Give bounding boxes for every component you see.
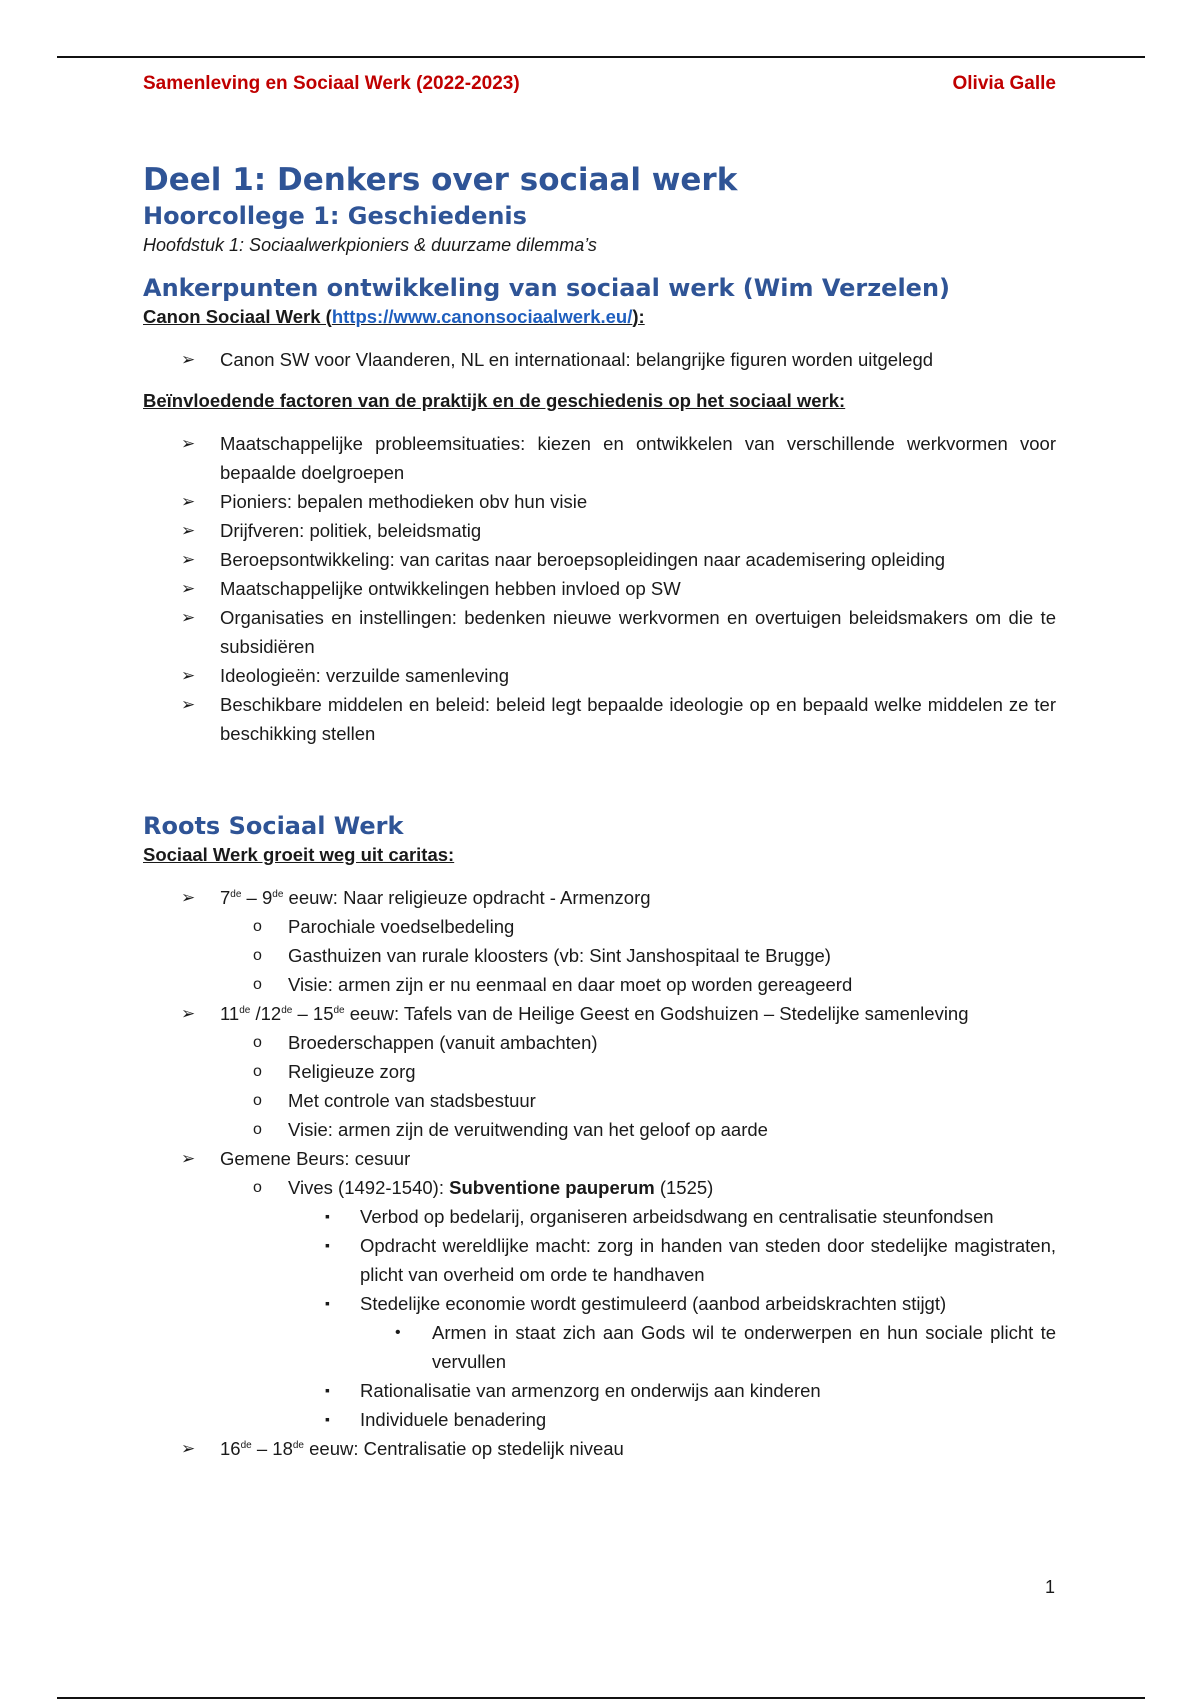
list-item: ➢ Maatschappelijke probleemsituaties: kiezen en ontwikkelen van verschillende werkvormen voor bepaalde doelgroepen (143, 429, 1056, 487)
list-item-era-16-18: ➢ 16de – 18de eeuw: Centralisatie op stedelijk niveau (143, 1434, 1056, 1463)
chapter-subtitle: Hoofdstuk 1: Sociaalwerkpioniers & duurzame dilemma’s (143, 235, 597, 255)
list-item: ➢ Drijfveren: politiek, beleidsmatig (143, 516, 1056, 545)
roots-subheading: Sociaal Werk groeit weg uit caritas: (143, 844, 455, 865)
dot-bullet-icon: • (395, 1324, 401, 1341)
list-item: ➢ Organisaties en instellingen: bedenken nieuwe werkvormen en overtuigen beleidsmakers om die te subsidiëren (143, 603, 1056, 661)
era-11-15-sublist (220, 1028, 1056, 1144)
list-item-gemene-beurs: ➢ Gemene Beurs: cesuur o Vives (1492-1540): Subventione pauperum (1525) ▪ Verbod op bedelarij, organiseren arbeidsdwang en centralisatie steunfondsen ▪ Opdracht wereldlijke macht: zorg in handen van steden door stedelijke magistraten, plicht van overheid om orde te handhaven ▪ Stedelijke economie wordt gestimuleerd (aanbod arbeidskrachten stijgt) • Armen in staat zich aan Gods wil te onderwerpen en hun sociale plicht te vervullen ▪ Rationalisatie van armenzorg en onderwijs aan kinderen ▪ Individuele benadering (143, 1144, 1056, 1434)
list-item: o Visie: armen zijn er nu eenmaal en daar moet op worden gereageerd (143, 970, 1056, 999)
economie-sublist (360, 1318, 1056, 1376)
circle-bullet-icon: o (253, 1034, 262, 1051)
square-bullet-icon: ▪ (325, 1208, 330, 1224)
circle-bullet-icon: o (253, 976, 262, 993)
document-body (143, 160, 1056, 1463)
circle-bullet-icon: o (253, 1092, 262, 1109)
list-item: ➢ Beschikbare middelen en beleid: beleid legt bepaalde ideologie op en bepaald welke middelen ze ter beschikking stellen (143, 690, 1056, 748)
arrow-bullet-icon: ➢ (181, 550, 196, 569)
arrow-bullet-icon: ➢ (181, 350, 196, 369)
circle-bullet-icon: o (253, 918, 262, 935)
arrow-bullet-icon: ➢ (181, 695, 196, 714)
arrow-bullet-icon: ➢ (181, 1439, 196, 1458)
arrow-bullet-icon: ➢ (181, 521, 196, 540)
page-number: 1 (1045, 1577, 1056, 1597)
list-item: ▪ Opdracht wereldlijke macht: zorg in handen van steden door stedelijke magistraten, plicht van overheid om orde te handhaven (143, 1231, 1056, 1289)
page-header (143, 73, 1056, 95)
factors-heading: Beïnvloedende factoren van de praktijk en de geschiedenis op het sociaal werk: (143, 390, 846, 411)
arrow-bullet-icon: ➢ (181, 1149, 196, 1168)
list-item-era-7-9: ➢ 7de – 9de eeuw: Naar religieuze opdracht - Armenzorg o Parochiale voedselbedeling o Gasthuizen van rurale kloosters (vb: Sint Janshospitaal te Brugge) o Visie: armen zijn er nu eenmaal en daar moet op worden gereageerd (143, 883, 1056, 999)
canon-label: Canon Sociaal Werk ( (143, 306, 332, 327)
list-item: o Religieuze zorg (143, 1057, 1056, 1086)
square-bullet-icon: ▪ (325, 1295, 330, 1311)
list-item: o Gasthuizen van rurale kloosters (vb: Sint Janshospitaal te Brugge) (143, 941, 1056, 970)
canon-heading (143, 304, 1056, 330)
list-item: ➢ Ideologieën: verzuilde samenleving (143, 661, 1056, 690)
list-item: ➢ Beroepsontwikkeling: van caritas naar beroepsopleidingen naar academisering opleiding (143, 545, 1056, 574)
list-item: ▪ Individuele benadering (143, 1405, 1056, 1434)
vives-sublist (288, 1202, 1056, 1434)
list-item-era-11-15: ➢ 11de /12de – 15de eeuw: Tafels van de Heilige Geest en Godshuizen – Stedelijke samenleving o Broederschappen (vanuit ambachten) o Religieuze zorg o Met controle van stadsbestuur o Visie: armen zijn de veruitwending van het geloof op aarde (143, 999, 1056, 1144)
arrow-bullet-icon: ➢ (181, 666, 196, 685)
arrow-bullet-icon: ➢ (181, 434, 196, 453)
circle-bullet-icon: o (253, 1063, 262, 1080)
section-heading-roots: Roots Sociaal Werk (143, 812, 404, 840)
list-item-vives: o Vives (1492-1540): Subventione pauperum (1525) ▪ Verbod op bedelarij, organiseren arbeidsdwang en centralisatie steunfondsen ▪ Opdracht wereldlijke macht: zorg in handen van steden door stedelijke magistraten, plicht van overheid om orde te handhaven ▪ Stedelijke economie wordt gestimuleerd (aanbod arbeidskrachten stijgt) • Armen in staat zich aan Gods wil te onderwerpen en hun sociale plicht te vervullen ▪ Rationalisatie van armenzorg en onderwijs aan kinderen ▪ Individuele benadering (143, 1173, 1056, 1434)
section-heading-ankerpunten: Ankerpunten ontwikkeling van sociaal werk (Wim Verzelen) (143, 274, 950, 302)
list-item: o Met controle van stadsbestuur (143, 1086, 1056, 1115)
list-item: o Parochiale voedselbedeling (143, 912, 1056, 941)
course-title: Samenleving en Sociaal Werk (2022-2023) (143, 73, 520, 94)
list-item: ▪ Verbod op bedelarij, organiseren arbeidsdwang en centralisatie steunfondsen (143, 1202, 1056, 1231)
lecture-title: Hoorcollege 1: Geschiedenis (143, 202, 527, 230)
canon-list (143, 345, 1056, 374)
arrow-bullet-icon: ➢ (181, 1004, 196, 1023)
square-bullet-icon: ▪ (325, 1382, 330, 1398)
list-item: • Armen in staat zich aan Gods wil te onderwerpen en hun sociale plicht te vervullen (143, 1318, 1056, 1376)
list-item: ➢ Maatschappelijke ontwikkelingen hebben invloed op SW (143, 574, 1056, 603)
list-item: o Visie: armen zijn de veruitwending van het geloof op aarde (143, 1115, 1056, 1144)
gemene-beurs-sublist (220, 1173, 1056, 1434)
arrow-bullet-icon: ➢ (181, 888, 196, 907)
circle-bullet-icon: o (253, 1179, 262, 1196)
list-item: ▪ Rationalisatie van armenzorg en onderwijs aan kinderen (143, 1376, 1056, 1405)
top-rule (57, 56, 1145, 58)
author-name: Olivia Galle (952, 73, 1056, 94)
circle-bullet-icon: o (253, 1121, 262, 1138)
list-item: ➢ Pioniers: bepalen methodieken obv hun visie (143, 487, 1056, 516)
factors-list (143, 429, 1056, 748)
circle-bullet-icon: o (253, 947, 262, 964)
canon-close: ): (632, 306, 645, 327)
list-item: o Broederschappen (vanuit ambachten) (143, 1028, 1056, 1057)
bottom-rule (57, 1697, 1145, 1699)
arrow-bullet-icon: ➢ (181, 608, 196, 627)
part-title: Deel 1: Denkers over sociaal werk (143, 162, 738, 198)
era-7-9-sublist (220, 912, 1056, 999)
arrow-bullet-icon: ➢ (181, 579, 196, 598)
arrow-bullet-icon: ➢ (181, 492, 196, 511)
list-item: ▪ Stedelijke economie wordt gestimuleerd (aanbod arbeidskrachten stijgt) • Armen in staat zich aan Gods wil te onderwerpen en hun sociale plicht te vervullen (143, 1289, 1056, 1376)
canon-link[interactable]: https://www.canonsociaalwerk.eu/ (331, 306, 633, 327)
square-bullet-icon: ▪ (325, 1411, 330, 1427)
roots-list (143, 883, 1056, 1463)
list-item: ➢ Canon SW voor Vlaanderen, NL en internationaal: belangrijke figuren worden uitgelegd (143, 345, 1056, 374)
square-bullet-icon: ▪ (325, 1237, 330, 1253)
